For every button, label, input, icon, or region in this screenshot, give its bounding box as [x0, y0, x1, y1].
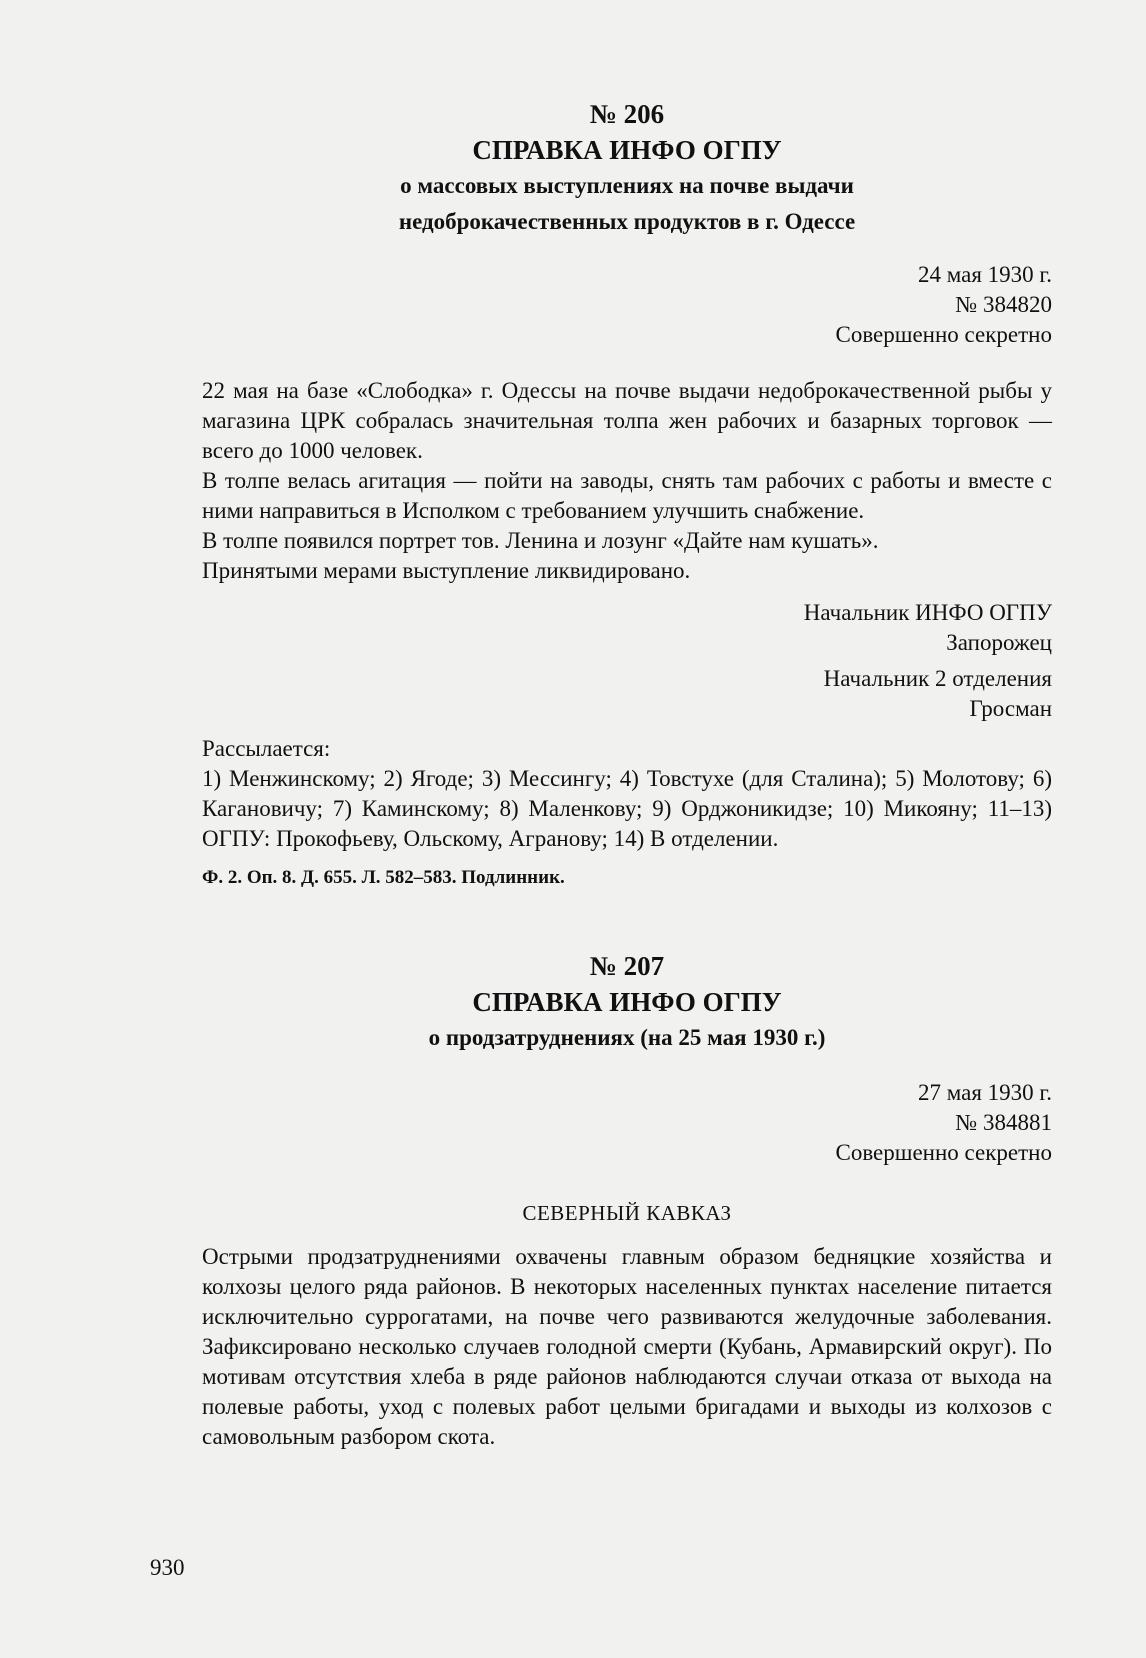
page-number: 930 [150, 1555, 185, 1580]
doc-206-subtitle-line-2: недоброкачественных продуктов в г. Одессе [398, 209, 856, 234]
doc-207-title: СПРАВКА ИНФО ОГПУ [472, 987, 782, 1017]
doc-206-meta [202, 260, 1052, 350]
doc-206-ref: № 384820 [955, 292, 1052, 317]
doc-207-meta [202, 1078, 1052, 1168]
doc-207-date: 27 мая 1930 г. [917, 1080, 1052, 1105]
doc-207-body [202, 1242, 1052, 1452]
doc-207-paragraph: Острыми продзатруднениями охвачены главным образом бедняцкие хозяйства и колхозы целого ряда районов. В некоторых населенных пунктах население питается исключительно суррогатами, на почве чего развиваются желудочные заболевания. Зафиксировано несколько случаев голодной смерти (Кубань, Армавирский округ). По мотивам отсутствия хлеба в ряде районов наблюдаются случаи отказа от выхода на полевые работы, уход с полевых работ целыми бригадами и выходы из колхозов с самовольным разбором скота. [202, 1244, 1052, 1449]
doc-206-header [202, 96, 1052, 240]
doc-207-ref: № 384881 [955, 1110, 1052, 1135]
doc-207-subtitle: о продзатруднениях (на 25 мая 1930 г.) [428, 1025, 826, 1050]
doc-206-subtitle-line-1: о массовых выступлениях на почве выдачи [400, 173, 854, 198]
distribution-list: 1) Менжинскому; 2) Ягоде; 3) Мессингу; 4) Товстухе (для Сталина); 5) Молотову; 6) Кагановичу; 7) Каминскому; 8) Маленкову; 9) Орджоникидзе; 10) Микояну; 11–13) ОГПУ: Прокофьеву, Ольскому, Агранову; 14) В отделении. [202, 766, 1052, 851]
doc-206-title: СПРАВКА ИНФО ОГПУ [472, 135, 782, 165]
doc-206-signatures [202, 598, 1052, 724]
signer-1-title: Начальник ИНФО ОГПУ [803, 600, 1052, 625]
signer-1-name: Запорожец [946, 630, 1052, 655]
doc-206-number: № 206 [589, 99, 665, 129]
doc-206-paragraph: В толпе велась агитация — пойти на заводы, снять там рабочих с работы и вместе с ними направиться в Исполком с требованием улучшить снабжение. [202, 468, 1052, 523]
doc-206-source: Ф. 2. Оп. 8. Д. 655. Л. 582–583. Подлинник. [202, 867, 565, 888]
distribution-label: Рассылается: [202, 736, 331, 761]
doc-206-classification: Совершенно секретно [835, 322, 1052, 347]
doc-207-region: СЕВЕРНЫЙ КАВКАЗ [522, 1201, 732, 1225]
page-content [202, 96, 1052, 1452]
doc-206-paragraph: 22 мая на базе «Слободка» г. Одессы на почве выдачи недоброкачественной рыбы у магазина ЦРК собралась значительная толпа жен рабочих и базарных торговок — всего до 1000 человек. [202, 378, 1052, 463]
doc-207-header [202, 948, 1052, 1056]
doc-207-classification: Совершенно секретно [835, 1140, 1052, 1165]
doc-206-body [202, 376, 1052, 586]
signer-2-name: Гросман [969, 696, 1052, 721]
doc-206-distribution [202, 734, 1052, 854]
doc-207-number: № 207 [589, 951, 665, 981]
doc-206-date: 24 мая 1930 г. [917, 262, 1052, 287]
signer-2-title: Начальник 2 отделения [823, 666, 1052, 691]
doc-206-paragraph: Принятыми мерами выступление ликвидировано. [202, 558, 691, 583]
doc-206-paragraph: В толпе появился портрет тов. Ленина и лозунг «Дайте нам кушать». [202, 528, 879, 553]
